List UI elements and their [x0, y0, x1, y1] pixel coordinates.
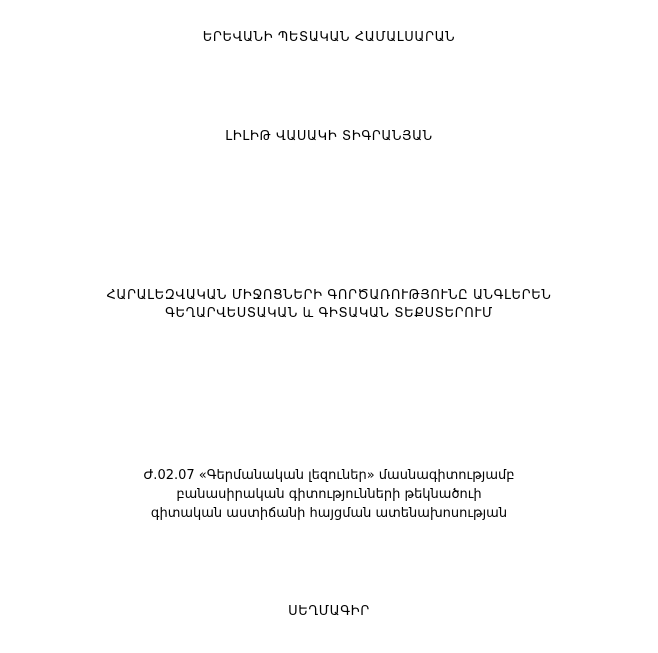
- author-name: ԼԻԼԻԹ ՎԱՍԱԿԻ ՏԻԳՐԱՆՅԱՆ: [225, 129, 433, 144]
- specialty-line-3: գիտական աստիճանի հայցման ատենախոսության: [150, 506, 508, 521]
- dissertation-title-line-1: ՀԱՐԱԼԵԶՎԱԿԱՆ ՄԻՋՈՑՆԵՐԻ ԳՈՐԾԱՌՈՒԹՅՈՒՆԸ ԱՆԳԼԵՐԵՆ: [106, 288, 552, 303]
- university-name: ԵՐԵՎԱՆԻ ՊԵՏԱԿԱՆ ՀԱՄԱԼՍԱՐԱՆ: [202, 30, 456, 45]
- specialty-line-1: Ժ.02.07 «Գերմանական լեզուներ» մասնագիտությամբ: [143, 468, 515, 483]
- dissertation-title-line-2: ԳԵՂԱՐՎԵՍՏԱԿԱՆ և ԳԻՏԱԿԱՆ ՏԵՔՍՏԵՐՈՒՄ: [165, 306, 493, 321]
- specialty-line-2: բանասիրական գիտությունների թեկնածուի: [176, 487, 482, 502]
- document-type: ՍԵՂՄԱԳԻՐ: [288, 604, 370, 619]
